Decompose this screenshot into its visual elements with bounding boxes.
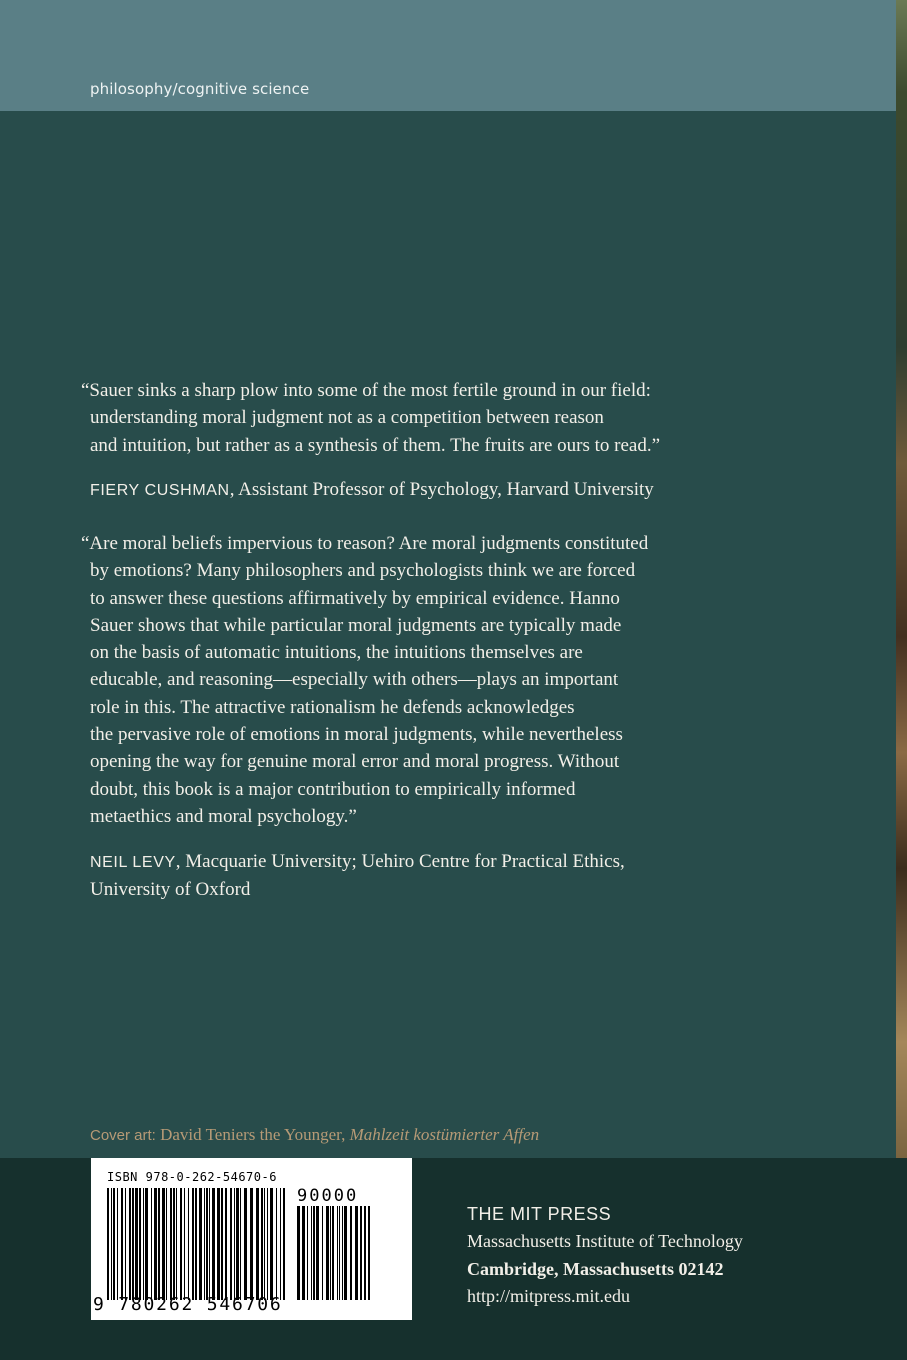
quote-line: role in this. The attractive rationalism he defends acknowledges xyxy=(90,696,575,718)
blurb-1-attribution xyxy=(90,476,654,504)
barcode-bar xyxy=(176,1188,177,1300)
barcode-bar xyxy=(339,1206,340,1300)
quote-line: “Sauer sinks a sharp plow into some of the most fertile ground in our field: xyxy=(81,380,651,401)
barcode-bar xyxy=(330,1206,331,1300)
barcode-bar xyxy=(332,1206,334,1300)
quote-line: doubt, this book is a major contribution to empirically informed xyxy=(90,778,576,800)
barcode-bar xyxy=(117,1188,118,1300)
quote-line: understanding moral judgment not as a competition between reason xyxy=(90,407,604,429)
category-band xyxy=(0,0,896,111)
barcode-bar xyxy=(192,1188,194,1300)
barcode-bar xyxy=(344,1206,347,1300)
barcode-bar xyxy=(337,1206,338,1300)
barcode-bar xyxy=(151,1188,152,1300)
quote-line: the pervasive role of emotions in moral judgments, while nevertheless xyxy=(90,724,623,746)
barcode-bar xyxy=(236,1188,239,1300)
barcode-bar xyxy=(111,1188,112,1300)
publisher-institution: Massachusetts Institute of Technology xyxy=(467,1231,743,1251)
barcode-bar xyxy=(188,1188,189,1300)
barcode-bar xyxy=(230,1188,232,1300)
barcode-bar xyxy=(162,1188,165,1300)
barcode-bar xyxy=(368,1206,370,1300)
barcode-bar xyxy=(166,1188,167,1300)
isbn-barcode xyxy=(91,1158,412,1320)
barcode-bar xyxy=(250,1188,253,1300)
barcode-bar xyxy=(234,1188,235,1300)
attribution-affiliation: , Macquarie University; Uehiro Centre for Practical Ethics, xyxy=(175,851,625,872)
barcode-bar xyxy=(280,1188,281,1300)
price-code: 90000 xyxy=(297,1186,359,1206)
barcode-bar xyxy=(264,1188,265,1300)
barcode-bar xyxy=(107,1188,109,1300)
cover-art-edge xyxy=(896,0,907,1158)
barcode-bar xyxy=(204,1188,205,1300)
barcode-bar xyxy=(350,1206,352,1300)
barcode-bar xyxy=(173,1188,175,1300)
quote-line: and intuition, but rather as a synthesis of them. The fruits are ours to read.” xyxy=(90,434,661,456)
barcode-bar xyxy=(267,1188,268,1300)
cover-credit-title: Mahlzeit kostümierter Affen xyxy=(349,1125,540,1144)
barcode-bar xyxy=(297,1206,300,1300)
barcode-bar xyxy=(256,1188,259,1300)
barcode-bar xyxy=(132,1188,134,1300)
barcode-bar xyxy=(326,1206,329,1300)
barcode-bar xyxy=(342,1206,343,1300)
barcode-bar xyxy=(364,1206,366,1300)
quote-line: Sauer shows that while particular moral judgments are typically made xyxy=(90,614,622,636)
barcode-bar xyxy=(261,1188,263,1300)
quote-line: educable, and reasoning—especially with others—plays an important xyxy=(90,669,619,691)
barcode-bar xyxy=(195,1188,197,1300)
quote-line: to answer these questions affirmatively by empirical evidence. Hanno xyxy=(90,587,620,609)
quote-line: metaethics and moral psychology.” xyxy=(90,805,357,827)
barcode-bar xyxy=(217,1188,220,1300)
barcode-bar xyxy=(143,1188,144,1300)
blurb-1-quote xyxy=(81,377,660,459)
cover-credit-artist: David Teniers the Younger, xyxy=(160,1125,346,1144)
barcode-bar xyxy=(135,1188,138,1300)
attribution-affiliation-line2: University of Oxford xyxy=(90,879,251,901)
barcode-bar xyxy=(225,1188,227,1300)
barcode-bar xyxy=(355,1206,358,1300)
isbn-digits: 9 780262 546706 xyxy=(93,1294,283,1315)
barcode-bar xyxy=(221,1188,223,1300)
barcode-bar xyxy=(302,1206,305,1300)
barcode-bar xyxy=(360,1206,362,1300)
barcode-bar xyxy=(283,1188,285,1300)
barcode-bar xyxy=(313,1206,315,1300)
barcode-bar xyxy=(311,1206,312,1300)
barcode-bar xyxy=(240,1188,241,1300)
barcode-bar xyxy=(121,1188,123,1300)
quote-line: opening the way for genuine moral error and moral progress. Without xyxy=(90,751,620,773)
barcode-bar xyxy=(307,1206,308,1300)
isbn-label: ISBN 978-0-262-54670-6 xyxy=(107,1170,277,1184)
quote-line: on the basis of automatic intuitions, the intuitions themselves are xyxy=(90,642,583,664)
barcode-bar xyxy=(154,1188,157,1300)
barcode-bar xyxy=(212,1188,215,1300)
barcode-bar xyxy=(125,1188,126,1300)
barcode-bar xyxy=(322,1206,323,1300)
barcode-bar xyxy=(316,1206,319,1300)
barcode-bar xyxy=(145,1188,148,1300)
barcode-bar xyxy=(113,1188,115,1300)
barcode-bar xyxy=(129,1188,131,1300)
attribution-affiliation: , Assistant Professor of Psychology, Harvard University xyxy=(229,479,654,500)
barcode-bar xyxy=(158,1188,160,1300)
publisher-name: THE MIT PRESS xyxy=(467,1204,612,1224)
barcode-bar xyxy=(244,1188,247,1300)
blurb-2-quote xyxy=(81,530,648,830)
publisher-url[interactable]: http://mitpress.mit.edu xyxy=(467,1286,630,1306)
barcode-bar xyxy=(209,1188,210,1300)
blurb-2-attribution xyxy=(90,848,625,904)
quote-line: “Are moral beliefs impervious to reason? Are moral judgments constituted xyxy=(81,533,649,554)
publisher-location: Cambridge, Massachusetts 02142 xyxy=(467,1258,724,1279)
barcode-bar xyxy=(184,1188,185,1300)
barcode-bar xyxy=(270,1188,273,1300)
attribution-name: FIERY CUSHMAN xyxy=(90,482,230,499)
publisher-info xyxy=(467,1200,743,1311)
barcode-bars-icon xyxy=(107,1188,285,1300)
cover-credit xyxy=(90,1125,539,1145)
cover-credit-label: Cover art: xyxy=(90,1127,156,1144)
category-label: philosophy/cognitive science xyxy=(90,80,310,98)
barcode-bar xyxy=(206,1188,208,1300)
attribution-name: NEIL LEVY xyxy=(90,854,176,871)
barcode-bar xyxy=(139,1188,141,1300)
barcode-bar xyxy=(199,1188,202,1300)
quote-line: by emotions? Many philosophers and psychologists think we are forced xyxy=(90,560,636,582)
barcode-addon-bars-icon xyxy=(297,1206,372,1300)
barcode-bar xyxy=(170,1188,172,1300)
barcode-bar xyxy=(180,1188,182,1300)
barcode-bar xyxy=(276,1188,277,1300)
